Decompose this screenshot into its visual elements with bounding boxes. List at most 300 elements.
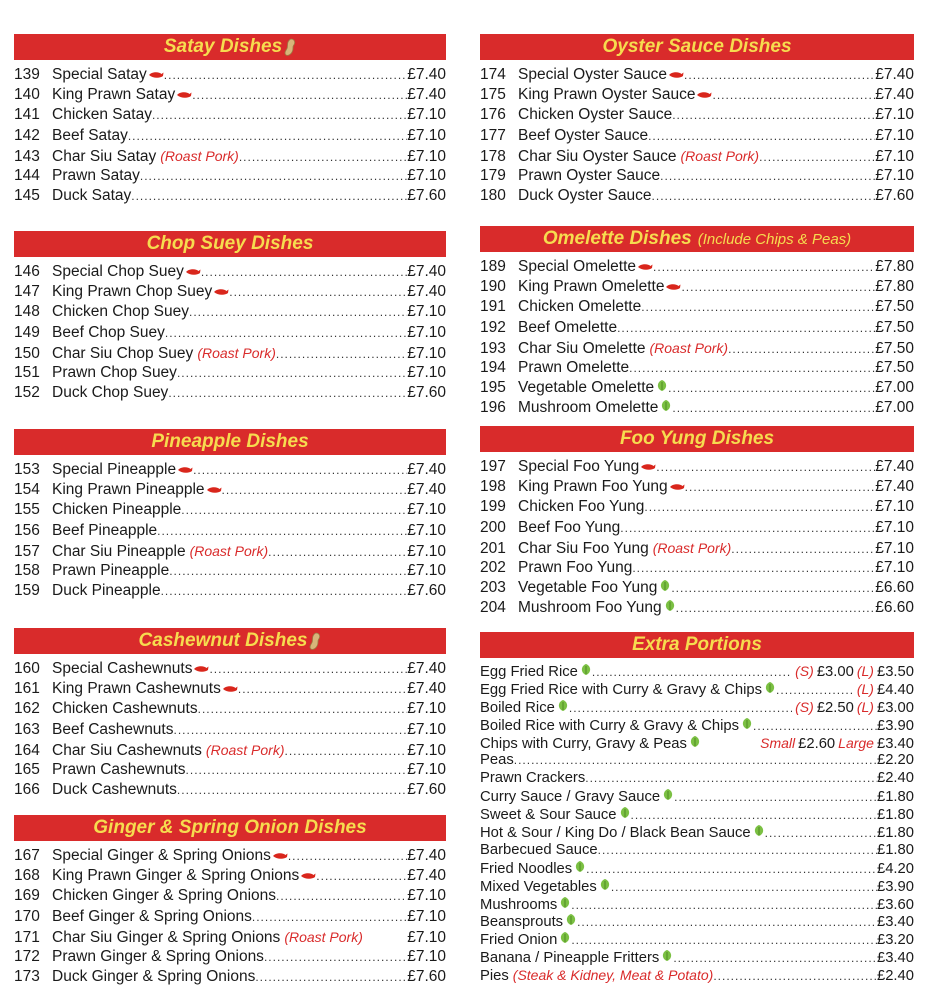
- section-header: [480, 226, 914, 252]
- menu-item: [480, 146, 914, 166]
- item-name: King Prawn Pineapple: [52, 481, 205, 499]
- item-price: £3.50: [876, 664, 914, 680]
- item-number: 201: [480, 539, 506, 557]
- menu-item: [480, 931, 914, 949]
- vegetarian-leaf-icon: [559, 896, 571, 909]
- item-name: Mixed Vegetables: [480, 878, 597, 895]
- item-name: Special Ginger & Spring Onions: [52, 847, 271, 864]
- item-number: 189: [480, 258, 506, 275]
- chili-icon: [213, 288, 229, 296]
- section-header: [14, 628, 446, 654]
- vegetarian-leaf-icon: [574, 860, 586, 873]
- item-number: 171: [14, 928, 40, 946]
- item-name: Chicken Pineapple: [52, 501, 182, 519]
- item-price: £7.10: [407, 501, 446, 519]
- leader-dots: [586, 861, 877, 878]
- leader-dots: [152, 105, 407, 125]
- menu-item: [14, 679, 446, 699]
- vegetarian-leaf-icon: [753, 824, 765, 837]
- chili-icon: [696, 91, 712, 99]
- item-price: £7.40: [407, 263, 446, 280]
- menu-item: [480, 297, 914, 317]
- section-note: (Include Chips & Peas): [697, 230, 852, 248]
- menu-item: [14, 846, 446, 866]
- item-name: Duck Chop Suey: [52, 384, 169, 402]
- item-price: £7.10: [407, 323, 446, 341]
- item-price: £7.10: [875, 498, 914, 516]
- item-name: Char Siu Satay: [52, 147, 157, 165]
- vegetarian-leaf-icon: [656, 379, 668, 392]
- vegetarian-leaf-icon: [764, 681, 776, 694]
- item-price: £2.20: [876, 752, 914, 769]
- menu-item: [480, 166, 914, 186]
- menu-item: [14, 541, 446, 561]
- item-price: £3.40: [876, 914, 914, 931]
- item-price: £7.40: [875, 86, 914, 104]
- item-price: £3.60: [876, 896, 914, 913]
- menu-item: [480, 85, 914, 105]
- menu-item: [480, 598, 914, 618]
- leader-dots: [673, 950, 877, 967]
- item-price: £7.80: [875, 278, 914, 296]
- leader-dots: [181, 500, 407, 520]
- menu-item: [14, 760, 446, 780]
- item-name: Hot & Sour / King Do / Black Bean Sauce: [480, 825, 751, 842]
- item-price: £7.40: [407, 680, 446, 698]
- menu-item: [480, 949, 914, 967]
- menu-item: [480, 717, 914, 735]
- leader-dots: [571, 897, 877, 914]
- item-number: 141: [14, 106, 40, 124]
- leader-dots: [198, 699, 408, 719]
- item-name: Barbecued Sauce: [480, 841, 598, 858]
- menu-item: [14, 907, 446, 927]
- leader-dots: [765, 825, 877, 842]
- menu-item: [14, 146, 446, 166]
- item-name: Chicken Satay: [52, 106, 152, 124]
- menu-item: [14, 480, 446, 500]
- item-name: Duck Satay: [52, 187, 132, 205]
- leader-dots: [684, 65, 875, 85]
- menu-item: [480, 257, 914, 277]
- leader-dots: [652, 186, 876, 206]
- item-price: £7.50: [875, 298, 914, 316]
- item-price: £1.80: [876, 807, 914, 824]
- item-price: £3.40: [876, 735, 914, 752]
- menu-item: [480, 860, 914, 878]
- item-price: £7.10: [407, 700, 446, 718]
- item-name: Char Siu Pineapple: [52, 542, 186, 560]
- item-name: Prawn Chop Suey: [52, 363, 177, 381]
- item-name: Beef Chop Suey: [52, 323, 165, 341]
- menu-section: [14, 429, 446, 601]
- menu-section: [14, 815, 446, 987]
- item-price: £7.50: [875, 358, 914, 376]
- leader-dots: [660, 166, 875, 186]
- menu-item: [480, 65, 914, 85]
- menu-item: [14, 383, 446, 403]
- size-label: (L): [856, 698, 874, 715]
- item-number: 199: [480, 498, 506, 516]
- item-number: 200: [480, 518, 506, 536]
- item-number: 194: [480, 358, 506, 376]
- item-name: Special Cashewnuts: [52, 660, 193, 677]
- item-price: £7.10: [407, 887, 446, 905]
- item-name: Prawn Cashewnuts: [52, 760, 186, 778]
- item-number: 162: [14, 700, 40, 718]
- item-price: £7.10: [407, 561, 446, 579]
- vegetarian-leaf-icon: [660, 399, 672, 412]
- item-name: Beef Foo Yung: [518, 518, 621, 536]
- menu-item: [14, 659, 446, 679]
- item-name: Chips with Curry, Gravy & Peas: [480, 735, 687, 752]
- item-price: £7.40: [407, 481, 446, 499]
- menu-section: [480, 632, 914, 985]
- menu-item: [480, 318, 914, 338]
- leader-dots: [641, 297, 875, 317]
- item-number: 195: [480, 379, 506, 397]
- item-price: £7.10: [407, 907, 446, 925]
- section-title: Omelette Dishes: [542, 228, 692, 249]
- menu-item: [480, 277, 914, 297]
- menu-item: [480, 338, 914, 358]
- item-name: Beef Omelette: [518, 318, 618, 336]
- item-number: 190: [480, 278, 506, 296]
- item-number: 197: [480, 458, 506, 475]
- item-price: £3.90: [876, 717, 914, 734]
- menu-item: [14, 780, 446, 800]
- size-label: Large: [838, 734, 874, 751]
- menu-item: [14, 521, 446, 541]
- item-number: 165: [14, 760, 40, 778]
- leader-dots: [681, 277, 875, 297]
- chili-icon: [177, 466, 193, 474]
- menu-item: [480, 967, 914, 985]
- leader-dots: [648, 126, 875, 146]
- item-price: £6.60: [875, 599, 914, 617]
- item-name: Egg Fried Rice: [480, 664, 578, 680]
- item-number: 149: [14, 323, 40, 341]
- item-name: Prawn Omelette: [518, 358, 630, 376]
- menu-item: [14, 323, 446, 343]
- item-name: King Prawn Chop Suey: [52, 283, 213, 301]
- item-price: £7.00: [875, 379, 914, 397]
- item-name: Pies: [480, 968, 509, 985]
- leader-dots: [255, 967, 407, 987]
- leader-dots: [685, 477, 876, 497]
- menu-item: [14, 166, 446, 186]
- leader-dots: [189, 302, 407, 322]
- menu-item: [14, 947, 446, 967]
- leader-dots: [169, 561, 407, 581]
- item-price: £7.10: [407, 106, 446, 124]
- menu-item: [14, 460, 446, 480]
- item-note: (Roast Pork): [197, 344, 276, 361]
- item-name: Char Siu Foo Yung: [518, 539, 649, 557]
- leader-dots: [569, 700, 792, 717]
- leader-dots: [285, 741, 408, 760]
- item-price: £1.80: [876, 841, 914, 858]
- menu-item: [14, 343, 446, 363]
- item-price: £7.10: [875, 166, 914, 184]
- menu-item: [14, 186, 446, 206]
- item-price: £7.10: [407, 760, 446, 778]
- menu-item: [480, 558, 914, 578]
- menu-section: [14, 231, 446, 403]
- menu-item: [480, 457, 914, 477]
- item-note: (Roast Pork): [649, 339, 729, 356]
- item-number: 147: [14, 283, 40, 301]
- item-name: Duck Pineapple: [52, 582, 161, 600]
- menu-item: [480, 806, 914, 824]
- leader-dots: [644, 497, 875, 517]
- item-number: 192: [480, 318, 506, 336]
- item-number: 160: [14, 660, 40, 677]
- item-name: Sweet & Sour Sauce: [480, 807, 617, 824]
- leader-dots: [209, 659, 407, 679]
- leader-dots: [632, 558, 875, 578]
- leader-dots: [514, 752, 877, 770]
- item-price-small: £2.60: [798, 735, 836, 752]
- item-number: 172: [14, 947, 40, 965]
- section-header: [480, 426, 914, 452]
- chili-icon: [222, 685, 238, 693]
- item-price: £7.10: [407, 947, 446, 965]
- item-number: 157: [14, 542, 40, 560]
- leader-dots: [571, 932, 877, 949]
- item-name: Char Siu Omelette: [518, 339, 646, 357]
- item-number: 142: [14, 126, 40, 144]
- item-name: Chicken Ginger & Spring Onions: [52, 887, 277, 905]
- leader-dots: [177, 780, 407, 800]
- vegetarian-leaf-icon: [619, 806, 631, 819]
- item-number: 151: [14, 363, 40, 381]
- item-note: (Steak & Kidney, Meat & Potato): [512, 967, 714, 984]
- item-number: 177: [480, 126, 506, 144]
- item-number: 169: [14, 887, 40, 905]
- item-name: Duck Cashewnuts: [52, 781, 177, 799]
- menu-item: [480, 538, 914, 558]
- leader-dots: [631, 807, 877, 824]
- menu-item: [14, 886, 446, 906]
- vegetarian-leaf-icon: [741, 717, 753, 730]
- item-number: 204: [480, 599, 506, 617]
- item-price: £7.10: [407, 363, 446, 381]
- item-price: £7.10: [407, 521, 446, 539]
- item-price: £7.10: [875, 106, 914, 124]
- item-price: £3.20: [876, 932, 914, 949]
- item-number: 164: [14, 741, 40, 759]
- leader-dots: [229, 282, 407, 302]
- menu-item: [480, 477, 914, 497]
- item-price: £1.80: [876, 825, 914, 842]
- item-note: (Roast Pork): [205, 741, 285, 758]
- menu-item: [480, 578, 914, 598]
- item-price: £7.40: [407, 660, 446, 677]
- menu-item: [14, 866, 446, 886]
- item-name: Beef Cashewnuts: [52, 720, 174, 738]
- menu-item: [480, 842, 914, 860]
- item-price: £7.60: [407, 187, 446, 205]
- leader-dots: [165, 323, 407, 343]
- item-name: Special Foo Yung: [518, 458, 640, 475]
- leader-dots: [676, 598, 876, 618]
- leader-dots: [753, 718, 877, 735]
- vegetarian-leaf-icon: [664, 599, 676, 612]
- section-title: Extra Portions: [632, 634, 762, 655]
- leader-dots: [776, 682, 854, 699]
- item-name: Prawn Pineapple: [52, 561, 170, 579]
- leader-dots: [264, 947, 407, 967]
- item-number: 175: [480, 86, 506, 104]
- item-number: 179: [480, 166, 506, 184]
- vegetarian-leaf-icon: [557, 699, 569, 712]
- leader-dots: [164, 65, 407, 85]
- chili-icon: [148, 71, 164, 79]
- leader-dots: [168, 383, 407, 403]
- item-number: 166: [14, 781, 40, 799]
- menu-item: [480, 663, 914, 681]
- item-name: Vegetable Omelette: [518, 379, 655, 397]
- item-price-small: £3.00: [816, 664, 854, 680]
- leader-dots: [193, 460, 407, 480]
- section-header: [480, 632, 914, 658]
- menu-item: [480, 752, 914, 770]
- leader-dots: [268, 542, 407, 561]
- menu-item: [480, 824, 914, 842]
- item-note: (Roast Pork): [680, 147, 760, 164]
- item-name: Prawn Foo Yung: [518, 558, 633, 576]
- menu-item: [14, 65, 446, 85]
- item-name: Prawn Oyster Sauce: [518, 166, 661, 184]
- leader-dots: [201, 262, 407, 282]
- item-name: Beansprouts: [480, 914, 564, 931]
- item-name: Chicken Omelette: [518, 298, 642, 316]
- leader-dots: [653, 257, 875, 277]
- item-number: 161: [14, 680, 40, 698]
- leader-dots: [238, 679, 407, 699]
- item-name: King Prawn Ginger & Spring Onions: [52, 867, 300, 885]
- item-number: 155: [14, 501, 40, 519]
- leader-dots: [276, 344, 407, 363]
- menu-item: [14, 967, 446, 987]
- leader-dots: [728, 339, 875, 358]
- section-title: Chop Suey Dishes: [146, 233, 314, 254]
- menu-section: [14, 628, 446, 800]
- size-label: (S): [795, 698, 814, 715]
- leader-dots: [592, 664, 792, 681]
- leader-dots: [577, 914, 877, 931]
- item-price: £4.40: [876, 681, 914, 698]
- chili-icon: [206, 486, 222, 494]
- menu-item: [480, 913, 914, 931]
- item-price: £7.00: [875, 399, 914, 417]
- item-price: £7.10: [875, 539, 914, 557]
- item-price: £7.10: [407, 147, 446, 165]
- section-title: Oyster Sauce Dishes: [602, 36, 792, 57]
- menu-item: [480, 788, 914, 806]
- chili-icon: [193, 665, 209, 673]
- leader-dots: [161, 581, 408, 601]
- vegetarian-leaf-icon: [659, 579, 671, 592]
- leader-dots: [252, 907, 407, 927]
- item-price: £7.50: [875, 318, 914, 336]
- leader-dots: [712, 85, 875, 105]
- item-name: Beef Oyster Sauce: [518, 126, 649, 144]
- item-name: Chicken Oyster Sauce: [518, 106, 673, 124]
- section-header: [14, 429, 446, 455]
- leader-dots: [672, 105, 875, 125]
- menu-item: [480, 699, 914, 717]
- item-number: 174: [480, 66, 506, 83]
- menu-item: [14, 927, 446, 947]
- item-name: Duck Ginger & Spring Onions: [52, 968, 256, 986]
- item-number: 158: [14, 561, 40, 579]
- menu-item: [480, 497, 914, 517]
- item-name: Special Satay: [52, 66, 147, 83]
- menu-item: [480, 735, 914, 753]
- menu-item: [480, 398, 914, 418]
- section-title: Cashewnut Dishes: [138, 630, 308, 651]
- menu-item: [14, 282, 446, 302]
- leader-dots: [656, 457, 875, 477]
- item-name: Special Oyster Sauce: [518, 66, 668, 83]
- menu-item: [14, 581, 446, 601]
- chili-icon: [176, 91, 192, 99]
- item-price: £7.40: [407, 461, 446, 478]
- item-price: £7.60: [407, 384, 446, 402]
- size-label: (L): [856, 663, 874, 679]
- menu-section: [480, 426, 914, 619]
- item-price: £7.50: [875, 339, 914, 357]
- item-name: Prawn Satay: [52, 166, 140, 184]
- leader-dots: [177, 363, 407, 383]
- item-price: £3.90: [876, 878, 914, 895]
- item-price: £7.40: [875, 66, 914, 83]
- item-number: 139: [14, 66, 40, 83]
- item-price: £7.10: [875, 126, 914, 144]
- leader-dots: [316, 866, 407, 886]
- leader-dots: [620, 518, 875, 538]
- leader-dots: [239, 147, 407, 166]
- item-name: King Prawn Satay: [52, 86, 176, 104]
- menu-item: [14, 302, 446, 322]
- item-note: (Roast Pork): [284, 928, 363, 945]
- item-price: £7.10: [875, 147, 914, 165]
- leader-dots: [759, 147, 875, 166]
- item-price: £7.60: [407, 781, 446, 799]
- chili-icon: [669, 483, 685, 491]
- section-header: [14, 231, 446, 257]
- item-price: £2.40: [876, 968, 914, 985]
- item-price: £4.20: [876, 860, 914, 877]
- item-name: King Prawn Foo Yung: [518, 478, 668, 496]
- item-name: King Prawn Omelette: [518, 278, 665, 296]
- vegetarian-leaf-icon: [689, 735, 701, 748]
- item-number: 148: [14, 303, 40, 321]
- menu-item: [14, 699, 446, 719]
- item-number: 140: [14, 86, 40, 104]
- section-title: Satay Dishes: [163, 36, 283, 57]
- leader-dots: [668, 378, 875, 398]
- item-price: £7.60: [407, 968, 446, 986]
- size-label: Small: [760, 734, 796, 751]
- leader-dots: [674, 789, 877, 806]
- menu-item: [480, 358, 914, 378]
- leader-dots: [131, 186, 407, 206]
- item-name: Boiled Rice with Curry & Gravy & Chips: [480, 717, 740, 734]
- menu-section: [14, 34, 446, 206]
